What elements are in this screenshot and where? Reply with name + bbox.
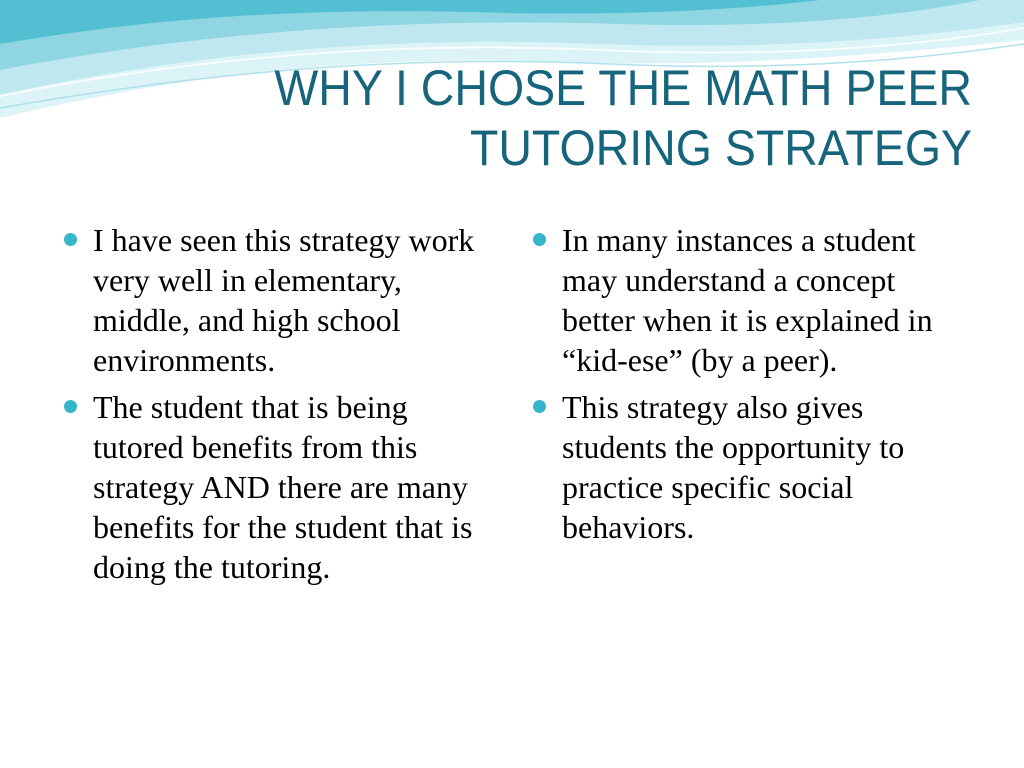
bullet-text: This strategy also gives students the opportunity to practice specific social behaviors. [562,389,905,545]
bullet-item [533,387,973,547]
bullet-dot-icon [64,233,77,246]
slide-title-line: WHY I CHOSE THE MATH PEER [274,60,972,116]
slide-title-line: TUTORING STRATEGY [469,120,972,176]
left-bullet-list [64,220,504,594]
bullet-text: The student that is being tutored benefits from this strategy AND there are many benefits for the student that is doing the tutoring. [93,389,473,585]
bullet-text: I have seen this strategy work very well in elementary, middle, and high school environments. [93,222,475,378]
bullet-dot-icon [533,400,546,413]
bullet-item [533,220,973,380]
slide-title [172,58,972,178]
bullet-dot-icon [533,233,546,246]
right-bullet-list [533,220,973,554]
bullet-text: In many instances a student may understand a concept better when it is explained in “kid-ese” (by a peer). [562,222,933,378]
bullet-item [64,387,504,587]
bullet-item [64,220,504,380]
bullet-dot-icon [64,400,77,413]
